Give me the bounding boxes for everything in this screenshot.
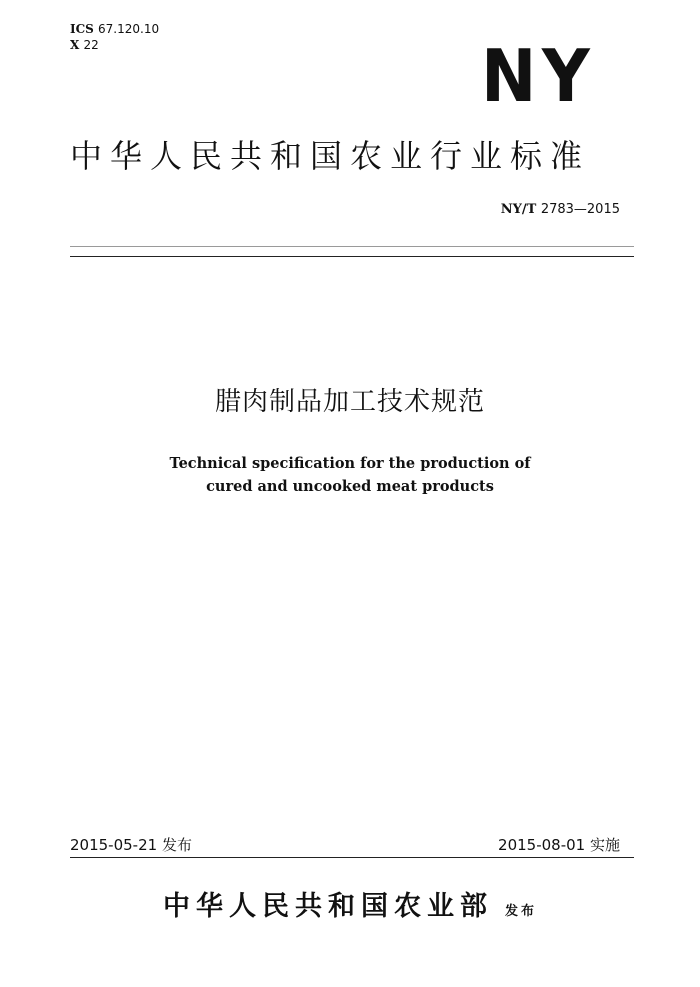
issue-date: 2015-05-21 发布 <box>70 836 192 854</box>
ics-label: ICS <box>70 22 94 36</box>
classification-value: 22 <box>83 38 99 52</box>
document-title-en <box>0 452 700 498</box>
issuer-suffix: 发布 <box>504 904 537 919</box>
header-divider <box>70 256 634 257</box>
standard-number-prefix: NY/T <box>500 202 537 217</box>
document-title-cn: 腊肉制品加工技术规范 <box>214 387 485 417</box>
document-title-en-line-1: Technical specification for the production of <box>169 455 531 472</box>
classification-label: X <box>70 38 80 52</box>
standard-number-value: 2783—2015 <box>540 202 620 217</box>
footer-divider <box>70 857 634 858</box>
classification-code <box>70 38 99 52</box>
ny-logo: NY <box>480 34 595 118</box>
header-divider-thin <box>70 246 634 247</box>
standard-category-title: 中华人民共和国农业行业标准 <box>70 137 591 175</box>
issuer <box>0 890 700 924</box>
standard-number <box>501 202 620 218</box>
issuer-name: 中华人民共和国农业部 <box>162 891 493 922</box>
ics-value: 67.120.10 <box>98 22 160 36</box>
ics-code <box>70 22 159 36</box>
implementation-date: 2015-08-01 实施 <box>498 836 620 854</box>
document-title-en-line-2: cured and uncooked meat products <box>206 478 494 495</box>
